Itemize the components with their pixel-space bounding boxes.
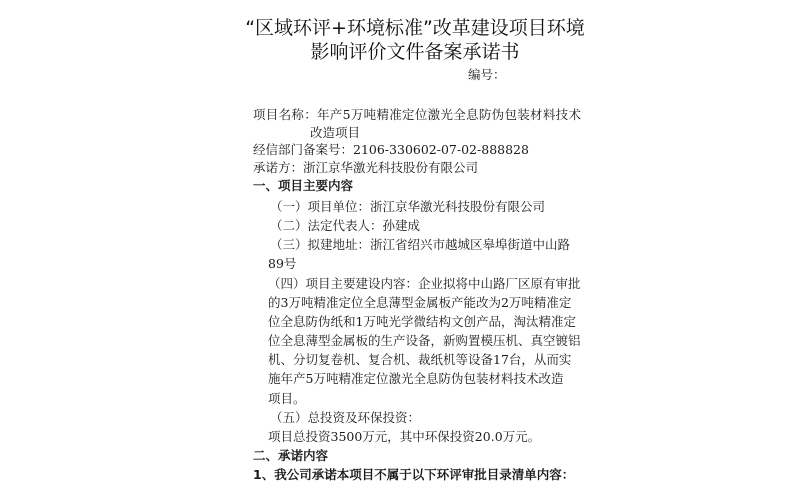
item-project-unit: （一）项目单位：浙江京华激光科技股份有限公司 — [270, 199, 546, 214]
commitment-item-1: 1、我公司承诺本项目不属于以下环评审批目录清单内容： — [253, 467, 575, 482]
item-construction-line: 机、分切复卷机、复合机、裁纸机等设备17台，从而实 — [268, 352, 572, 367]
item-construction-line: 施年产5万吨精准定位激光全息防伪包装材料技术改造 — [268, 371, 564, 386]
filing-number: 经信部门备案号：2106-330602-07-02-888828 — [253, 142, 529, 157]
item-address: （三）拟建地址：浙江省绍兴市越城区皋埠街道中山路 — [270, 237, 571, 252]
section2-heading: 二、承诺内容 — [253, 448, 329, 463]
document-title-line2: 影响评价文件备案承诺书 — [310, 41, 520, 63]
project-name-cont: 改造项目 — [310, 125, 361, 140]
item-construction-line: （四）项目主要建设内容：企业拟将中山路厂区原有审批 — [268, 276, 581, 291]
item-construction-line: 的3万吨精准定位全息薄型金属板产能改为2万吨精准定 — [268, 295, 572, 310]
item-construction-line: 位全息防伪纸和1万吨光学微结构文创产品，淘汰精准定 — [268, 314, 576, 329]
document-title-line1: “区域环评+环境标准”改革建设项目环境 — [245, 17, 585, 39]
item-legal-rep: （二）法定代表人：孙建成 — [270, 218, 421, 233]
promisor: 承诺方：浙江京华激光科技股份有限公司 — [253, 160, 479, 175]
item-investment-heading: （五）总投资及环保投资： — [270, 410, 421, 425]
item-investment-text: 项目总投资3500万元，其中环保投资20.0万元。 — [268, 429, 541, 444]
item-construction-line: 项目。 — [268, 391, 306, 406]
item-address-cont: 89号 — [268, 256, 297, 271]
item-construction-line: 位全息薄型金属板的生产设备，新购置模压机、真空镀铝 — [268, 333, 581, 348]
number-label: 编号： — [468, 67, 506, 82]
project-name: 项目名称：年产5万吨精准定位激光全息防伪包装材料技术 — [253, 107, 582, 122]
section1-heading: 一、项目主要内容 — [253, 178, 354, 193]
